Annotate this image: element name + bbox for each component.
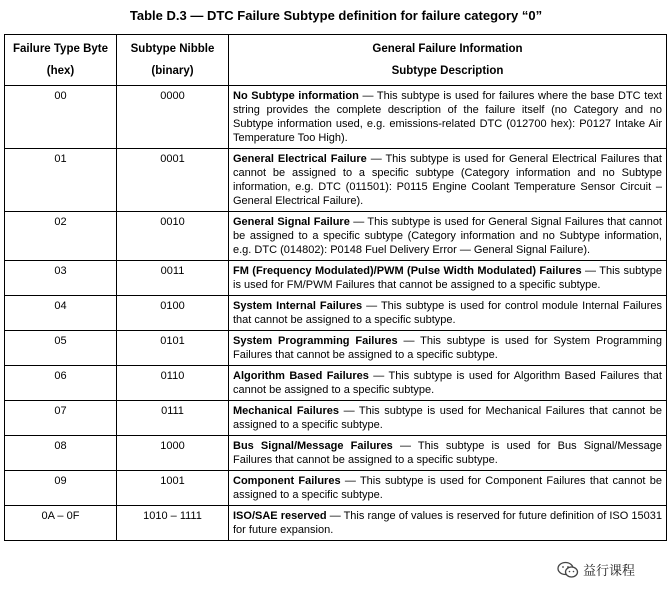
subtype-text: — This subtype is used for Bus Signal/Message Failures that cannot be assigned to a specific subtype. [233, 440, 662, 466]
table-title: Table D.3 — DTC Failure Subtype definition for failure category “0” [129, 8, 543, 23]
table-row [5, 401, 667, 436]
subtype-nibble: 1010 – 1111 [117, 506, 229, 541]
failure-type-byte: 04 [5, 296, 117, 331]
subtype-text: — This subtype is used for Component Failures that cannot be assigned to a specific subtype. [233, 475, 663, 501]
table-row [5, 471, 667, 506]
subtype-nibble: 0101 [117, 331, 229, 366]
subtype-text: — This subtype is used for control module Internal Failures that cannot be assigned to a specific subtype. [233, 300, 662, 326]
subtype-term: General Signal Failure [233, 216, 350, 228]
failure-type-byte: 05 [5, 331, 117, 366]
subtype-text: — This range of values is reserved for future definition of ISO 15031 for future expansion. [233, 510, 662, 536]
failure-type-byte: 0A – 0F [5, 506, 117, 541]
failure-type-byte: 07 [5, 401, 117, 436]
header-failure-information: General Failure Information Subtype Description [229, 35, 667, 86]
subtype-term: Mechanical Failures [233, 405, 340, 417]
subtype-description [229, 506, 667, 541]
failure-type-byte: 00 [5, 86, 117, 149]
subtype-text: — This subtype is used for System Programming Failures that cannot be assigned to a specific subtype. [233, 335, 662, 361]
subtype-text: — This subtype is used for failures where the base DTC text string provides the complete description of the failure itself (no Category and no Subtype information used, e.g. emissions-related DTC (012700 hex): P0127 Intake Air Temperature Too High). [233, 90, 662, 144]
table-row [5, 506, 667, 541]
failure-type-byte: 08 [5, 436, 117, 471]
subtype-text: — This subtype is used for Algorithm Based Failures that cannot be assigned to a specific subtype. [233, 370, 662, 396]
subtype-text: — This subtype is used for General Signal Failures that cannot be assigned to a specific subtype (Category information and no Subtype information, e.g. DTC (014802): P0148 Fuel Delivery Error — General Signal Failure). [233, 216, 662, 256]
subtype-description [229, 212, 667, 261]
subtype-nibble: 1000 [117, 436, 229, 471]
table-row [5, 296, 667, 331]
wechat-icon [557, 561, 579, 579]
table-row [5, 212, 667, 261]
subtype-description [229, 471, 667, 506]
subtype-term: Algorithm Based Failures [233, 370, 369, 382]
table-row [5, 261, 667, 296]
subtype-term: System Internal Failures [233, 300, 363, 312]
subtype-nibble: 0011 [117, 261, 229, 296]
table-header-row [5, 35, 667, 86]
failure-type-byte: 03 [5, 261, 117, 296]
subtype-description [229, 366, 667, 401]
subtype-nibble: 0000 [117, 86, 229, 149]
table-row [5, 436, 667, 471]
failure-type-byte: 06 [5, 366, 117, 401]
failure-type-byte: 09 [5, 471, 117, 506]
subtype-description [229, 261, 667, 296]
subtype-description [229, 401, 667, 436]
subtype-text: — This subtype is used for General Electrical Failures that cannot be assigned to a specific subtype (Category information and no Subtype information, e.g. DTC (011501): P0115 Engine Coolant Temperature Sensor Circuit – General Electrical Failure). [233, 153, 662, 207]
subtype-description [229, 296, 667, 331]
table-row [5, 86, 667, 149]
failure-type-byte: 02 [5, 212, 117, 261]
subtype-term: System Programming Failures [233, 335, 398, 347]
subtype-term: ISO/SAE reserved [233, 510, 327, 522]
subtype-description [229, 331, 667, 366]
subtype-nibble: 0100 [117, 296, 229, 331]
subtype-description [229, 149, 667, 212]
subtype-nibble: 0010 [117, 212, 229, 261]
subtype-nibble: 0111 [117, 401, 229, 436]
header-failure-type-byte: Failure Type Byte (hex) [5, 35, 117, 86]
subtype-term: Bus Signal/Message Failures [233, 440, 393, 452]
subtype-nibble: 1001 [117, 471, 229, 506]
watermark-text: 益行课程 [583, 563, 636, 578]
subtype-description [229, 436, 667, 471]
table-row [5, 149, 667, 212]
watermark [553, 559, 639, 580]
subtype-description [229, 86, 667, 149]
dtc-subtype-table [4, 34, 667, 541]
subtype-text: — This subtype is used for FM/PWM Failures that cannot be assigned to a specific subtype. [233, 265, 663, 291]
table-row [5, 331, 667, 366]
table-row [5, 366, 667, 401]
subtype-term: FM (Frequency Modulated)/PWM (Pulse Width Modulated) Failures [233, 265, 582, 277]
failure-type-byte: 01 [5, 149, 117, 212]
subtype-term: Component Failures [233, 475, 341, 487]
subtype-term: General Electrical Failure [233, 153, 367, 165]
subtype-text: — This subtype is used for Mechanical Failures that cannot be assigned to a specific subtype. [233, 405, 663, 431]
subtype-nibble: 0001 [117, 149, 229, 212]
header-subtype-nibble: Subtype Nibble (binary) [117, 35, 229, 86]
subtype-term: No Subtype information [233, 90, 359, 102]
subtype-nibble: 0110 [117, 366, 229, 401]
